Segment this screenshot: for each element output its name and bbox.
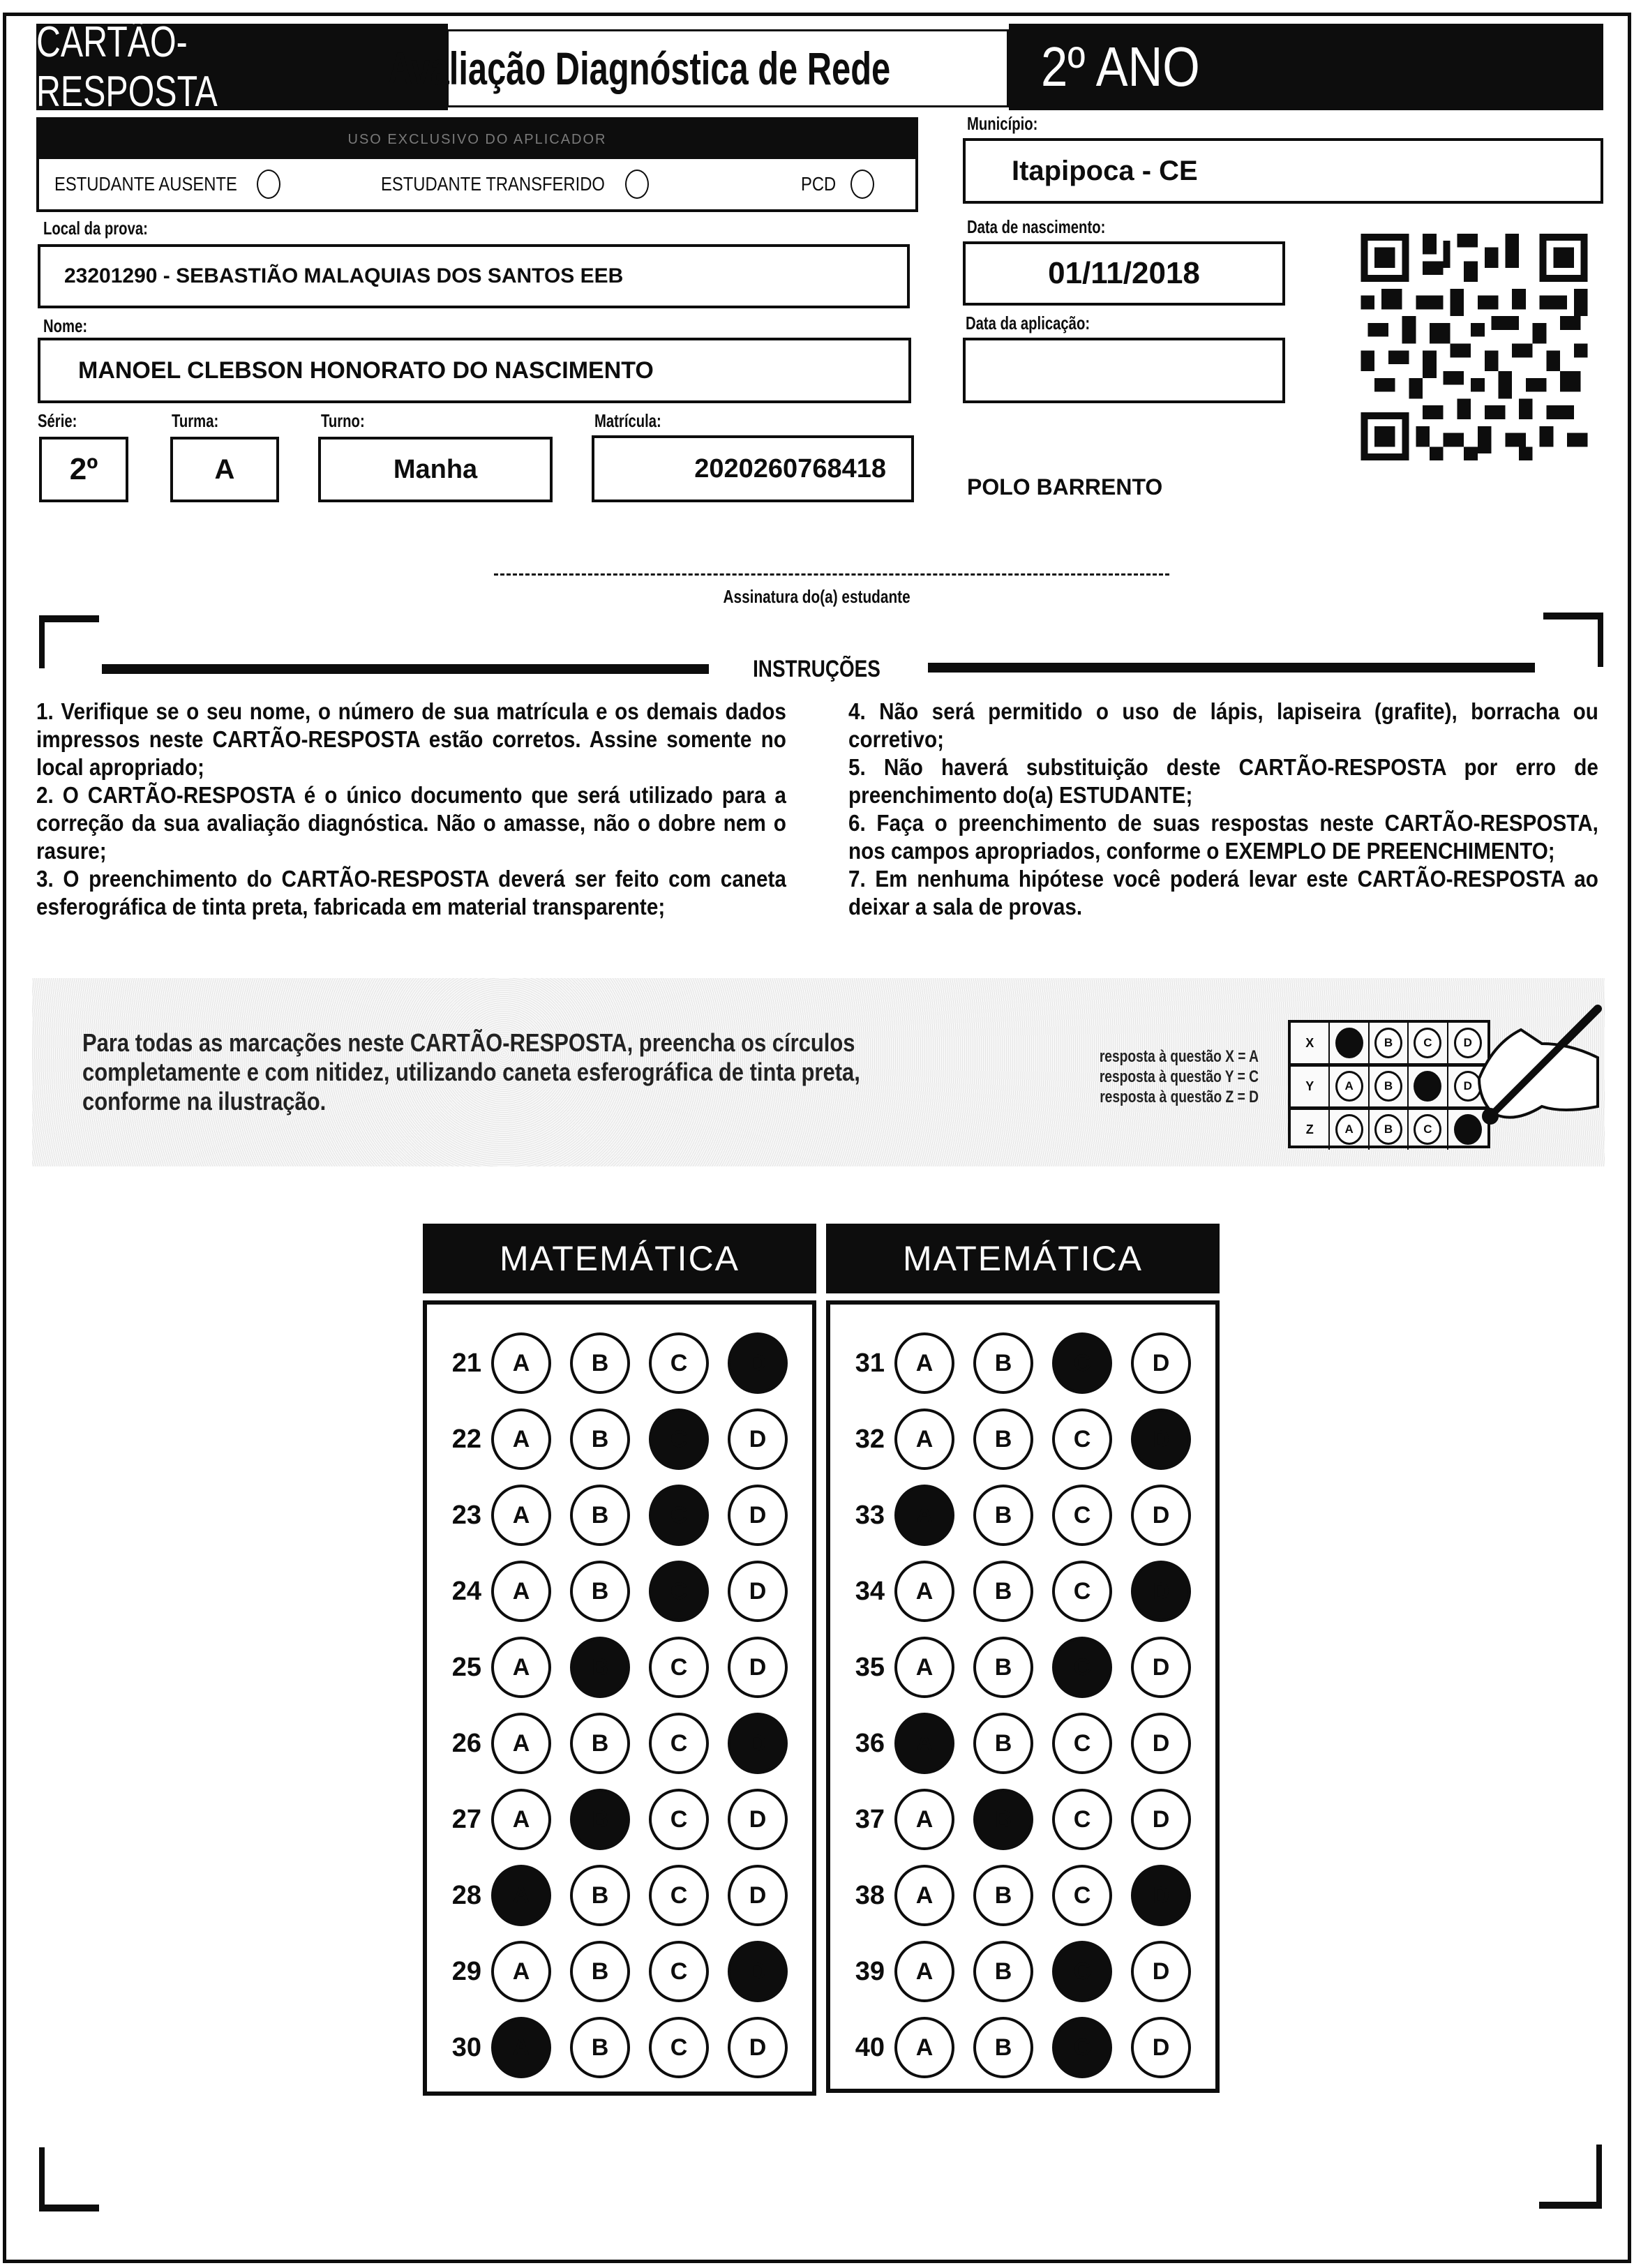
answer-bubble-filled[interactable]: A [894, 1485, 954, 1546]
answer-bubble-filled[interactable]: C [649, 1561, 709, 1622]
question-number: 24 [451, 1576, 481, 1606]
answer-bubble-filled[interactable]: C [1052, 1332, 1112, 1394]
question-row [830, 1556, 1215, 1626]
answer-bubble[interactable]: B [973, 1941, 1033, 2002]
example-row-x [1291, 1023, 1487, 1067]
question-row [830, 1785, 1215, 1854]
answer-bubble[interactable]: B [973, 1561, 1033, 1622]
question-row [427, 1937, 812, 2006]
answer-bubble[interactable]: D [728, 1561, 788, 1622]
turma-field[interactable] [170, 437, 279, 502]
example-bubble: B [1374, 1071, 1402, 1102]
question-row [427, 1404, 812, 1474]
answer-bubble[interactable]: A [894, 1561, 954, 1622]
corner-mark-bottom-left [39, 2147, 45, 2211]
answer-bubble[interactable]: A [491, 1941, 551, 2002]
option-estudante-transferido[interactable] [381, 170, 649, 199]
answer-bubble[interactable]: C [1052, 1865, 1112, 1926]
example-question-label: Y [1291, 1066, 1330, 1106]
answer-bubble-filled[interactable]: D [728, 1713, 788, 1774]
answer-bubble[interactable]: C [1052, 1789, 1112, 1850]
instruction-item: 3. O preenchimento do CARTÃO-RESPOSTA deverá ser feito com caneta esferográfica de tinta preta, fabricada em material transparente; [36, 866, 786, 919]
subject-header: MATEMÁTICA [826, 1224, 1220, 1293]
answer-bubble[interactable]: A [491, 1485, 551, 1546]
turma-value: A [214, 453, 235, 485]
serie-value: 2º [69, 452, 98, 486]
question-number: 33 [855, 1500, 885, 1530]
answer-bubble[interactable]: B [973, 2017, 1033, 2078]
serie-field[interactable] [39, 437, 128, 502]
corner-mark-top-right [1598, 613, 1603, 667]
example-bubble-filled [1414, 1071, 1441, 1102]
local-field[interactable] [38, 244, 910, 308]
card-title-banner [36, 18, 448, 116]
answer-bubble-filled[interactable]: B [570, 1637, 630, 1698]
question-row [427, 1785, 812, 1854]
answer-bubble-filled[interactable]: D [728, 1941, 788, 2002]
answer-bubble[interactable]: A [491, 1409, 551, 1470]
instruction-item: 5. Não haverá substituição deste CARTÃO-RESPOSTA por erro de preenchimento do(a) ESTUDANTE; [848, 754, 1598, 808]
example-bubble: D [1454, 1028, 1482, 1058]
answer-bubble[interactable]: C [649, 1713, 709, 1774]
question-number: 35 [855, 1652, 885, 1682]
grade-banner [1009, 24, 1603, 110]
answer-bubble-filled[interactable]: C [1052, 1637, 1112, 1698]
instruction-item: 1. Verifique se o seu nome, o número de sua matrícula e os demais dados impressos neste CARTÃO-RESPOSTA estão corretos. Assine somente no local apropriado; [36, 698, 786, 780]
turno-value: Manha [393, 454, 478, 484]
serie-label: Série: [38, 410, 77, 431]
nascimento-field[interactable] [963, 241, 1285, 306]
answer-bubble[interactable]: A [491, 1789, 551, 1850]
nome-value: MANOEL CLEBSON HONORATO DO NASCIMENTO [78, 356, 654, 384]
answer-bubble-filled[interactable]: A [491, 2017, 551, 2078]
example-row-y [1291, 1066, 1487, 1110]
answer-bubble[interactable]: A [894, 2017, 954, 2078]
example-bubble: C [1414, 1028, 1441, 1058]
matricula-value: 2020260768418 [694, 453, 886, 483]
answer-bubble-filled[interactable]: D [1131, 1561, 1191, 1622]
answer-bubble[interactable]: B [570, 1561, 630, 1622]
question-number: 29 [451, 1956, 481, 1986]
example-bubble: B [1374, 1114, 1402, 1145]
hand-with-pen-icon [1465, 1002, 1605, 1127]
answer-bubble[interactable]: A [894, 1941, 954, 2002]
example-bubble: A [1335, 1114, 1363, 1145]
question-number: 34 [855, 1576, 885, 1606]
question-row [830, 1708, 1215, 1778]
option-label: ESTUDANTE TRANSFERIDO [381, 173, 605, 195]
answer-bubble[interactable]: A [894, 1409, 954, 1470]
answer-bubble[interactable]: D [1131, 1637, 1191, 1698]
exam-title: Avaliação Diagnóstica de Rede [388, 43, 891, 94]
corner-mark-top-left [39, 615, 45, 668]
answer-bubble[interactable]: B [570, 1713, 630, 1774]
answer-bubble[interactable]: D [728, 1789, 788, 1850]
answer-bubble[interactable]: A [491, 1561, 551, 1622]
answer-bubble[interactable]: D [1131, 1789, 1191, 1850]
example-bubble: C [1414, 1114, 1441, 1145]
instructions-rule-left [102, 664, 709, 674]
example-bubble: A [1335, 1071, 1363, 1102]
question-number: 30 [451, 2032, 481, 2062]
answer-bubble[interactable]: C [1052, 1561, 1112, 1622]
question-number: 38 [855, 1880, 885, 1910]
municipio-value: Itapipoca - CE [1012, 155, 1198, 186]
example-row-z [1291, 1109, 1487, 1150]
aplicacao-label: Data da aplicação: [966, 313, 1090, 333]
turno-label: Turno: [321, 410, 365, 431]
question-row [427, 1708, 812, 1778]
nome-label: Nome: [43, 315, 88, 336]
matricula-label: Matrícula: [594, 410, 661, 431]
answer-bubble[interactable]: D [1131, 1941, 1191, 2002]
answer-bubble[interactable]: C [649, 1789, 709, 1850]
question-number: 37 [855, 1804, 885, 1834]
answer-bubble[interactable]: D [1131, 1713, 1191, 1774]
turma-label: Turma: [172, 410, 219, 431]
instruction-item: 4. Não será permitido o uso de lápis, lapiseira (grafite), borracha ou corretivo; [848, 698, 1598, 752]
question-number: 23 [451, 1500, 481, 1530]
polo-label: POLO BARRENTO [967, 474, 1163, 500]
answer-bubble[interactable]: B [570, 1485, 630, 1546]
question-number: 32 [855, 1424, 885, 1454]
answer-bubble-filled[interactable]: B [973, 1789, 1033, 1850]
local-label: Local da prova: [43, 218, 148, 239]
instruction-item: 6. Faça o preenchimento de suas respostas neste CARTÃO-RESPOSTA, nos campos apropriados, conforme o EXEMPLO DE PREENCHIMENTO; [848, 810, 1598, 864]
example-bubble: B [1374, 1028, 1402, 1058]
answer-bubble[interactable]: A [491, 1332, 551, 1394]
answer-bubble-filled[interactable]: B [570, 1789, 630, 1850]
option-label: ESTUDANTE AUSENTE [54, 173, 237, 195]
question-number: 31 [855, 1348, 885, 1378]
answer-bubble[interactable]: C [1052, 1485, 1112, 1546]
answer-bubble-filled[interactable]: C [649, 1485, 709, 1546]
question-row [427, 1480, 812, 1550]
answer-bubble[interactable]: C [649, 1941, 709, 2002]
answer-bubble[interactable]: D [1131, 1485, 1191, 1546]
answer-bubble[interactable]: D [728, 1485, 788, 1546]
radio-circle-icon[interactable] [625, 170, 649, 199]
turno-field[interactable] [318, 437, 553, 502]
question-row [427, 1328, 812, 1398]
answer-bubble[interactable]: C [1052, 1409, 1112, 1470]
answer-bubble[interactable]: B [973, 1865, 1033, 1926]
question-row [427, 1556, 812, 1626]
answer-bubble[interactable]: C [1052, 1713, 1112, 1774]
question-row [830, 1937, 1215, 2006]
signature-label: Assinatura do(a) estudante [723, 586, 911, 607]
answer-bubble[interactable]: B [570, 2017, 630, 2078]
question-number: 40 [855, 2032, 885, 2062]
answer-bubble-filled[interactable]: C [649, 1409, 709, 1470]
subject-header: MATEMÁTICA [423, 1224, 816, 1293]
answer-bubble[interactable]: B [973, 1713, 1033, 1774]
question-row [427, 2013, 812, 2082]
instructions-left-column [36, 698, 787, 921]
question-row [830, 1861, 1215, 1930]
answer-bubble[interactable]: A [894, 1865, 954, 1926]
option-pcd[interactable] [801, 170, 874, 199]
answer-bubble[interactable]: C [649, 1332, 709, 1394]
answer-bubble[interactable]: B [973, 1332, 1033, 1394]
aplicador-title: USO EXCLUSIVO DO APLICADOR [39, 120, 915, 159]
answer-bubble-filled[interactable]: D [1131, 1409, 1191, 1470]
answer-bubble[interactable]: D [728, 2017, 788, 2078]
question-number: 39 [855, 1956, 885, 1986]
answer-bubble[interactable]: B [570, 1409, 630, 1470]
answer-bubble[interactable]: C [649, 1865, 709, 1926]
exam-title-box [388, 29, 1009, 107]
corner-mark-top-right [1543, 613, 1603, 619]
answer-grid-31-40 [826, 1300, 1220, 2093]
answer-bubble[interactable]: B [570, 1332, 630, 1394]
question-number: 36 [855, 1728, 885, 1758]
example-bubble: D [1454, 1071, 1482, 1102]
answer-bubble[interactable]: B [973, 1637, 1033, 1698]
answer-bubble-filled[interactable]: C [1052, 1941, 1112, 2002]
aplicacao-field[interactable] [963, 338, 1285, 403]
example-text: Para todas as marcações neste CARTÃO-RESPOSTA, preencha os círculos completamente e com nitidez, utilizando caneta esferográfica de tinta preta, conforme na ilustração. [82, 1028, 860, 1116]
nascimento-value: 01/11/2018 [1048, 256, 1200, 290]
answer-bubble[interactable]: A [491, 1637, 551, 1698]
nascimento-label: Data de nascimento: [967, 216, 1106, 237]
answer-bubble-filled[interactable]: C [1052, 2017, 1112, 2078]
answer-bubble-filled[interactable]: D [1131, 1865, 1191, 1926]
municipio-field[interactable] [963, 138, 1603, 204]
answer-bubble[interactable]: D [728, 1637, 788, 1698]
answer-bubble-filled[interactable]: A [491, 1865, 551, 1926]
answer-bubble[interactable]: C [649, 2017, 709, 2078]
answer-bubble[interactable]: D [728, 1865, 788, 1926]
grade-title: 2º ANO [1041, 36, 1200, 98]
answer-bubble-filled[interactable]: D [728, 1332, 788, 1394]
question-row [830, 1480, 1215, 1550]
legend-line: resposta à questão Y = C [1099, 1067, 1259, 1086]
card-title: CARTÃO-RESPOSTA [36, 18, 218, 116]
radio-circle-icon[interactable] [850, 170, 874, 199]
answer-grid-21-30 [423, 1300, 816, 2096]
corner-mark-top-left [39, 615, 99, 622]
qr-code-icon [1359, 234, 1589, 460]
answer-bubble[interactable]: D [728, 1409, 788, 1470]
question-number: 26 [451, 1728, 481, 1758]
question-row [427, 1632, 812, 1702]
question-row [427, 1861, 812, 1930]
answer-bubble[interactable]: B [973, 1409, 1033, 1470]
corner-mark-bottom-right [1596, 2145, 1602, 2209]
example-question-label: Z [1291, 1109, 1330, 1150]
signature-line[interactable] [494, 573, 1169, 576]
radio-circle-icon[interactable] [257, 170, 280, 199]
answer-bubble[interactable]: A [894, 1637, 954, 1698]
local-value: 23201290 - SEBASTIÃO MALAQUIAS DOS SANTOS EEB [64, 264, 624, 287]
instructions-rule-right [928, 663, 1535, 673]
instructions-right-column [848, 698, 1599, 921]
example-legend [1028, 1046, 1259, 1107]
example-grid [1288, 1020, 1490, 1148]
answer-bubble[interactable]: A [894, 1789, 954, 1850]
corner-mark-bottom-right [1539, 2202, 1602, 2209]
instruction-item: 2. O CARTÃO-RESPOSTA é o único documento que será utilizado para a correção da sua avaliação diagnóstica. Não o amasse, não o dobre nem o rasure; [36, 782, 786, 864]
question-number: 27 [451, 1804, 481, 1834]
nome-field[interactable] [38, 338, 911, 403]
municipio-label: Município: [967, 113, 1038, 134]
answer-bubble[interactable]: B [570, 1941, 630, 2002]
matricula-field[interactable] [592, 435, 914, 502]
example-question-label: X [1291, 1023, 1330, 1063]
option-label: PCD [801, 173, 837, 195]
question-row [830, 1404, 1215, 1474]
question-row [830, 2013, 1215, 2082]
question-number: 21 [451, 1348, 481, 1378]
answer-bubble[interactable]: B [570, 1865, 630, 1926]
question-number: 28 [451, 1880, 481, 1910]
answer-bubble[interactable]: C [649, 1637, 709, 1698]
example-bubble-filled [1335, 1028, 1363, 1058]
option-estudante-ausente[interactable] [54, 170, 280, 199]
instructions-title: INSTRUÇÕES [752, 656, 880, 682]
legend-line: resposta à questão X = A [1099, 1047, 1259, 1066]
question-row [830, 1328, 1215, 1398]
answer-bubble[interactable]: D [1131, 2017, 1191, 2078]
question-number: 25 [451, 1652, 481, 1682]
answer-bubble[interactable]: B [973, 1485, 1033, 1546]
legend-line: resposta à questão Z = D [1100, 1088, 1259, 1106]
answer-bubble[interactable]: D [1131, 1332, 1191, 1394]
instruction-item: 7. Em nenhuma hipótese você poderá levar este CARTÃO-RESPOSTA ao deixar a sala de provas. [848, 866, 1598, 919]
answer-bubble-filled[interactable]: A [894, 1713, 954, 1774]
question-row [830, 1632, 1215, 1702]
aplicador-box [36, 117, 918, 212]
answer-bubble[interactable]: A [894, 1332, 954, 1394]
answer-bubble[interactable]: A [491, 1713, 551, 1774]
corner-mark-bottom-left [39, 2205, 99, 2211]
question-number: 22 [451, 1424, 481, 1454]
